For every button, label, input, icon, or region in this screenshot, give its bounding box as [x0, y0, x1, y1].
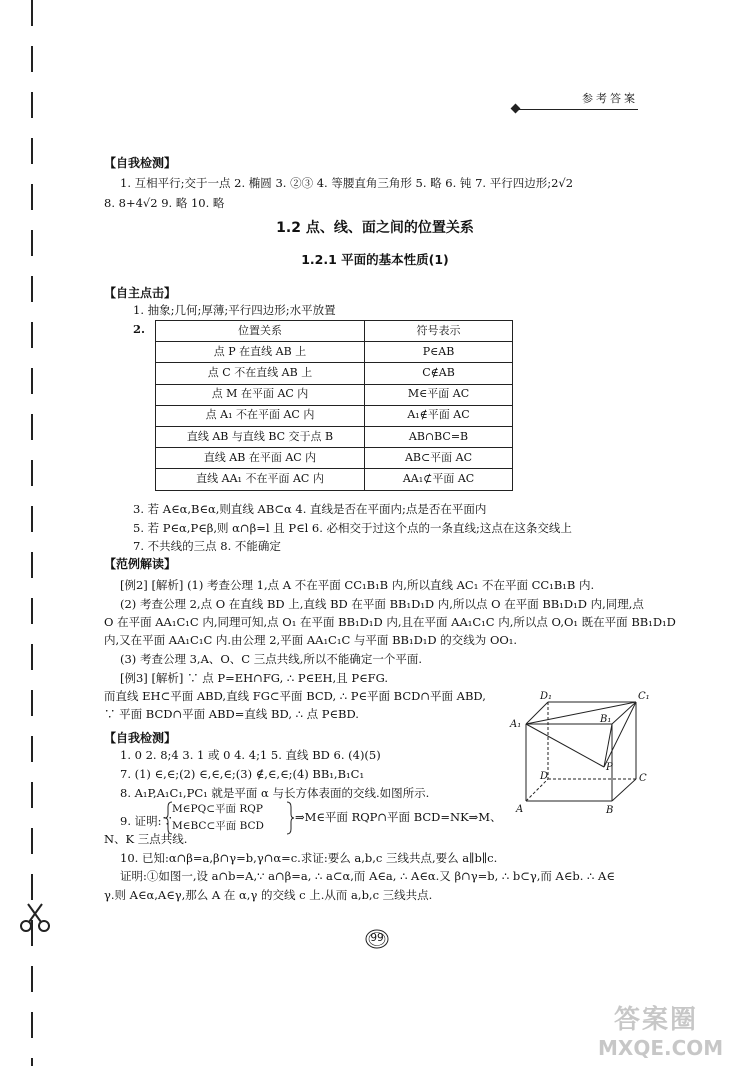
self-test-2-line-5: N、K 三点共线. [104, 832, 188, 846]
subchapter-title: 1.2.1 平面的基本性质(1) [301, 252, 449, 267]
vertex-label: A₁ [510, 719, 522, 730]
self-test-2-line-6: 10. 已知:α∩β=a,β∩γ=b,γ∩α=c.求证:要么 a,b,c 三线共点,要么 a∥b∥c. [120, 851, 498, 865]
right-brace-icon [286, 801, 294, 835]
vertex-label: P [606, 762, 613, 773]
cuboid-figure [504, 688, 664, 816]
table-row [156, 426, 513, 447]
example-2-line-3: O 在平面 AA₁C₁C 内,同理可知,点 O₁ 在平面 BB₁D₁D 内,且在平面 AA₁C₁C 内,所以点 O,O₁ 既在平面 BB₁D₁D [104, 615, 676, 629]
example-2-line-5: (3) 考查公理 3,A、O、C 三点共线,所以不能确定一个平面. [120, 652, 423, 666]
example-3-line-2: 而直线 EH⊂平面 ABD,直线 FG⊂平面 BCD, ∴ P∈平面 BCD∩平面 ABD, [104, 689, 486, 703]
vertex-label: B₁ [600, 714, 612, 725]
table-cell: A₁∉平面 AC [365, 405, 513, 426]
chapter-title: 1.2 点、线、面之间的位置关系 [276, 220, 474, 236]
watermark-text-2: MXQE.COM [598, 1036, 724, 1060]
self-study-line-4: 5. 若 P∈α,P∈β,则 α∩β=l 且 P∈l 6. 必相交于过这个点的一条直线;这点在这条交线上 [133, 521, 572, 535]
scissors-icon [18, 902, 52, 936]
table-cell: C∉AB [365, 363, 513, 384]
vertex-label: D [540, 771, 549, 782]
example-3-line-1: [例3] [解析] ∵ 点 P=EH∩FG, ∴ P∈EH,且 P∈FG. [120, 671, 389, 685]
symbol-table [155, 320, 513, 491]
table-cell: 直线 AB 在平面 AC 内 [156, 448, 365, 469]
example-2-line-2: (2) 考查公理 2,点 O 在直线 BD 上,直线 BD 在平面 BB₁D₁D 内,所以点 O 在平面 BB₁D₁D 内,同理,点 [120, 597, 644, 611]
table-row [156, 405, 513, 426]
brace-condition-bottom: M∈BC⊂平面 BCD [172, 820, 264, 832]
self-test-2-line-2: 7. (1) ∈,∈;(2) ∈,∈,∈;(3) ∉,∈,∈;(4) BB₁,B₁C₁ [120, 767, 365, 781]
vertex-label: B [606, 805, 614, 816]
header-title: 参考答案 [582, 92, 638, 105]
table-cell: 点 P 在直线 AB 上 [156, 342, 365, 363]
table-cell: 点 M 在平面 AC 内 [156, 384, 365, 405]
example-3-line-3: ∵ 平面 BCD∩平面 ABD=直线 BD, ∴ 点 P∈BD. [104, 707, 359, 721]
self-study-item-2-number: 2. [133, 322, 146, 336]
table-header-row [156, 321, 513, 342]
self-study-item-1: 1. 抽象;几何;厚薄;平行四边形;水平放置 [133, 303, 336, 317]
page-header [510, 92, 638, 112]
vertex-label: C [639, 773, 647, 784]
table-header-cell: 符号表示 [365, 321, 513, 342]
table-cell: 点 C 不在直线 AB 上 [156, 363, 365, 384]
table-cell: AA₁⊄平面 AC [365, 469, 513, 490]
brace-condition-top: M∈PQ⊂平面 RQP [172, 803, 263, 815]
table-cell: M∈平面 AC [365, 384, 513, 405]
vertex-label: D₁ [540, 691, 553, 702]
self-test-2-line-1: 1. 0 2. 8;4 3. 1 或 0 4. 4;1 5. 直线 BD 6. (4)(5) [120, 748, 381, 762]
self-test-2-line-3: 8. A₁P,A₁C₁,PC₁ 就是平面 α 与长方体表面的交线.如图所示. [120, 786, 430, 800]
self-study-line-5: 7. 不共线的三点 8. 不能确定 [133, 539, 281, 553]
table-cell: 点 A₁ 不在平面 AC 内 [156, 405, 365, 426]
table-cell: AB⊂平面 AC [365, 448, 513, 469]
table-cell: 直线 AA₁ 不在平面 AC 内 [156, 469, 365, 490]
example-2-line-1: [例2] [解析] (1) 考查公理 1,点 A 不在平面 CC₁B₁B 内,所以直线 AC₁ 不在平面 CC₁B₁B 内. [120, 578, 595, 592]
watermark-text-1: 答案圈 [614, 1005, 699, 1035]
table-cell: P∈AB [365, 342, 513, 363]
table-cell: 直线 AB 与直线 BC 交于点 B [156, 426, 365, 447]
header-rule [518, 109, 638, 110]
section-self-test-1: 【自我检测】 [104, 156, 177, 170]
table-row [156, 469, 513, 490]
watermark-logo [590, 1003, 740, 1063]
table-cell: AB∩BC=B [365, 426, 513, 447]
table-row [156, 342, 513, 363]
self-test-1-line-1: 1. 互相平行;交于一点 2. 椭圆 3. ②③ 4. 等腰直角三角形 5. 略 6. 钝 7. 平行四边形;2√2 [120, 176, 574, 190]
self-study-line-3: 3. 若 A∈α,B∈α,则直线 AB⊂α 4. 直线是否在平面内;点是否在平面内 [133, 502, 487, 516]
page-number: 99 [370, 932, 384, 944]
table-row [156, 363, 513, 384]
vertex-label: A [516, 804, 524, 815]
table-header-cell: 位置关系 [156, 321, 365, 342]
self-test-2-proof-conclusion: ⇒M∈平面 RQP∩平面 BCD=NK⇒M、 [295, 810, 502, 824]
self-test-1-line-2: 8. 8+4√2 9. 略 10. 略 [104, 196, 225, 210]
self-test-2-line-8: γ.则 A∈α,A∈γ,那么 A 在 α,γ 的交线 c 上.从而 a,b,c 三线共点. [104, 888, 433, 902]
table-row [156, 384, 513, 405]
example-2-line-4: 内,又在平面 AA₁C₁C 内.由公理 2,平面 AA₁C₁C 与平面 BB₁D₁D 的交线为 OO₁. [104, 633, 518, 647]
table-row [156, 448, 513, 469]
section-examples: 【范例解读】 [104, 557, 177, 571]
self-test-2-line-7: 证明:①如图一,设 a∩b=A,∵ a∩β=a, ∴ a⊂α,而 A∈a, ∴ A∈α.又 β∩γ=b, ∴ b⊂γ,而 A∈b. ∴ A∈ [120, 869, 615, 883]
page-number-badge [364, 928, 390, 950]
section-self-test-2: 【自我检测】 [104, 731, 177, 745]
section-self-study: 【自主点击】 [104, 286, 177, 300]
self-test-2-proof-prefix: 9. 证明:∵ [120, 814, 174, 828]
vertex-label: C₁ [638, 691, 650, 702]
left-brace-icon [165, 801, 173, 835]
